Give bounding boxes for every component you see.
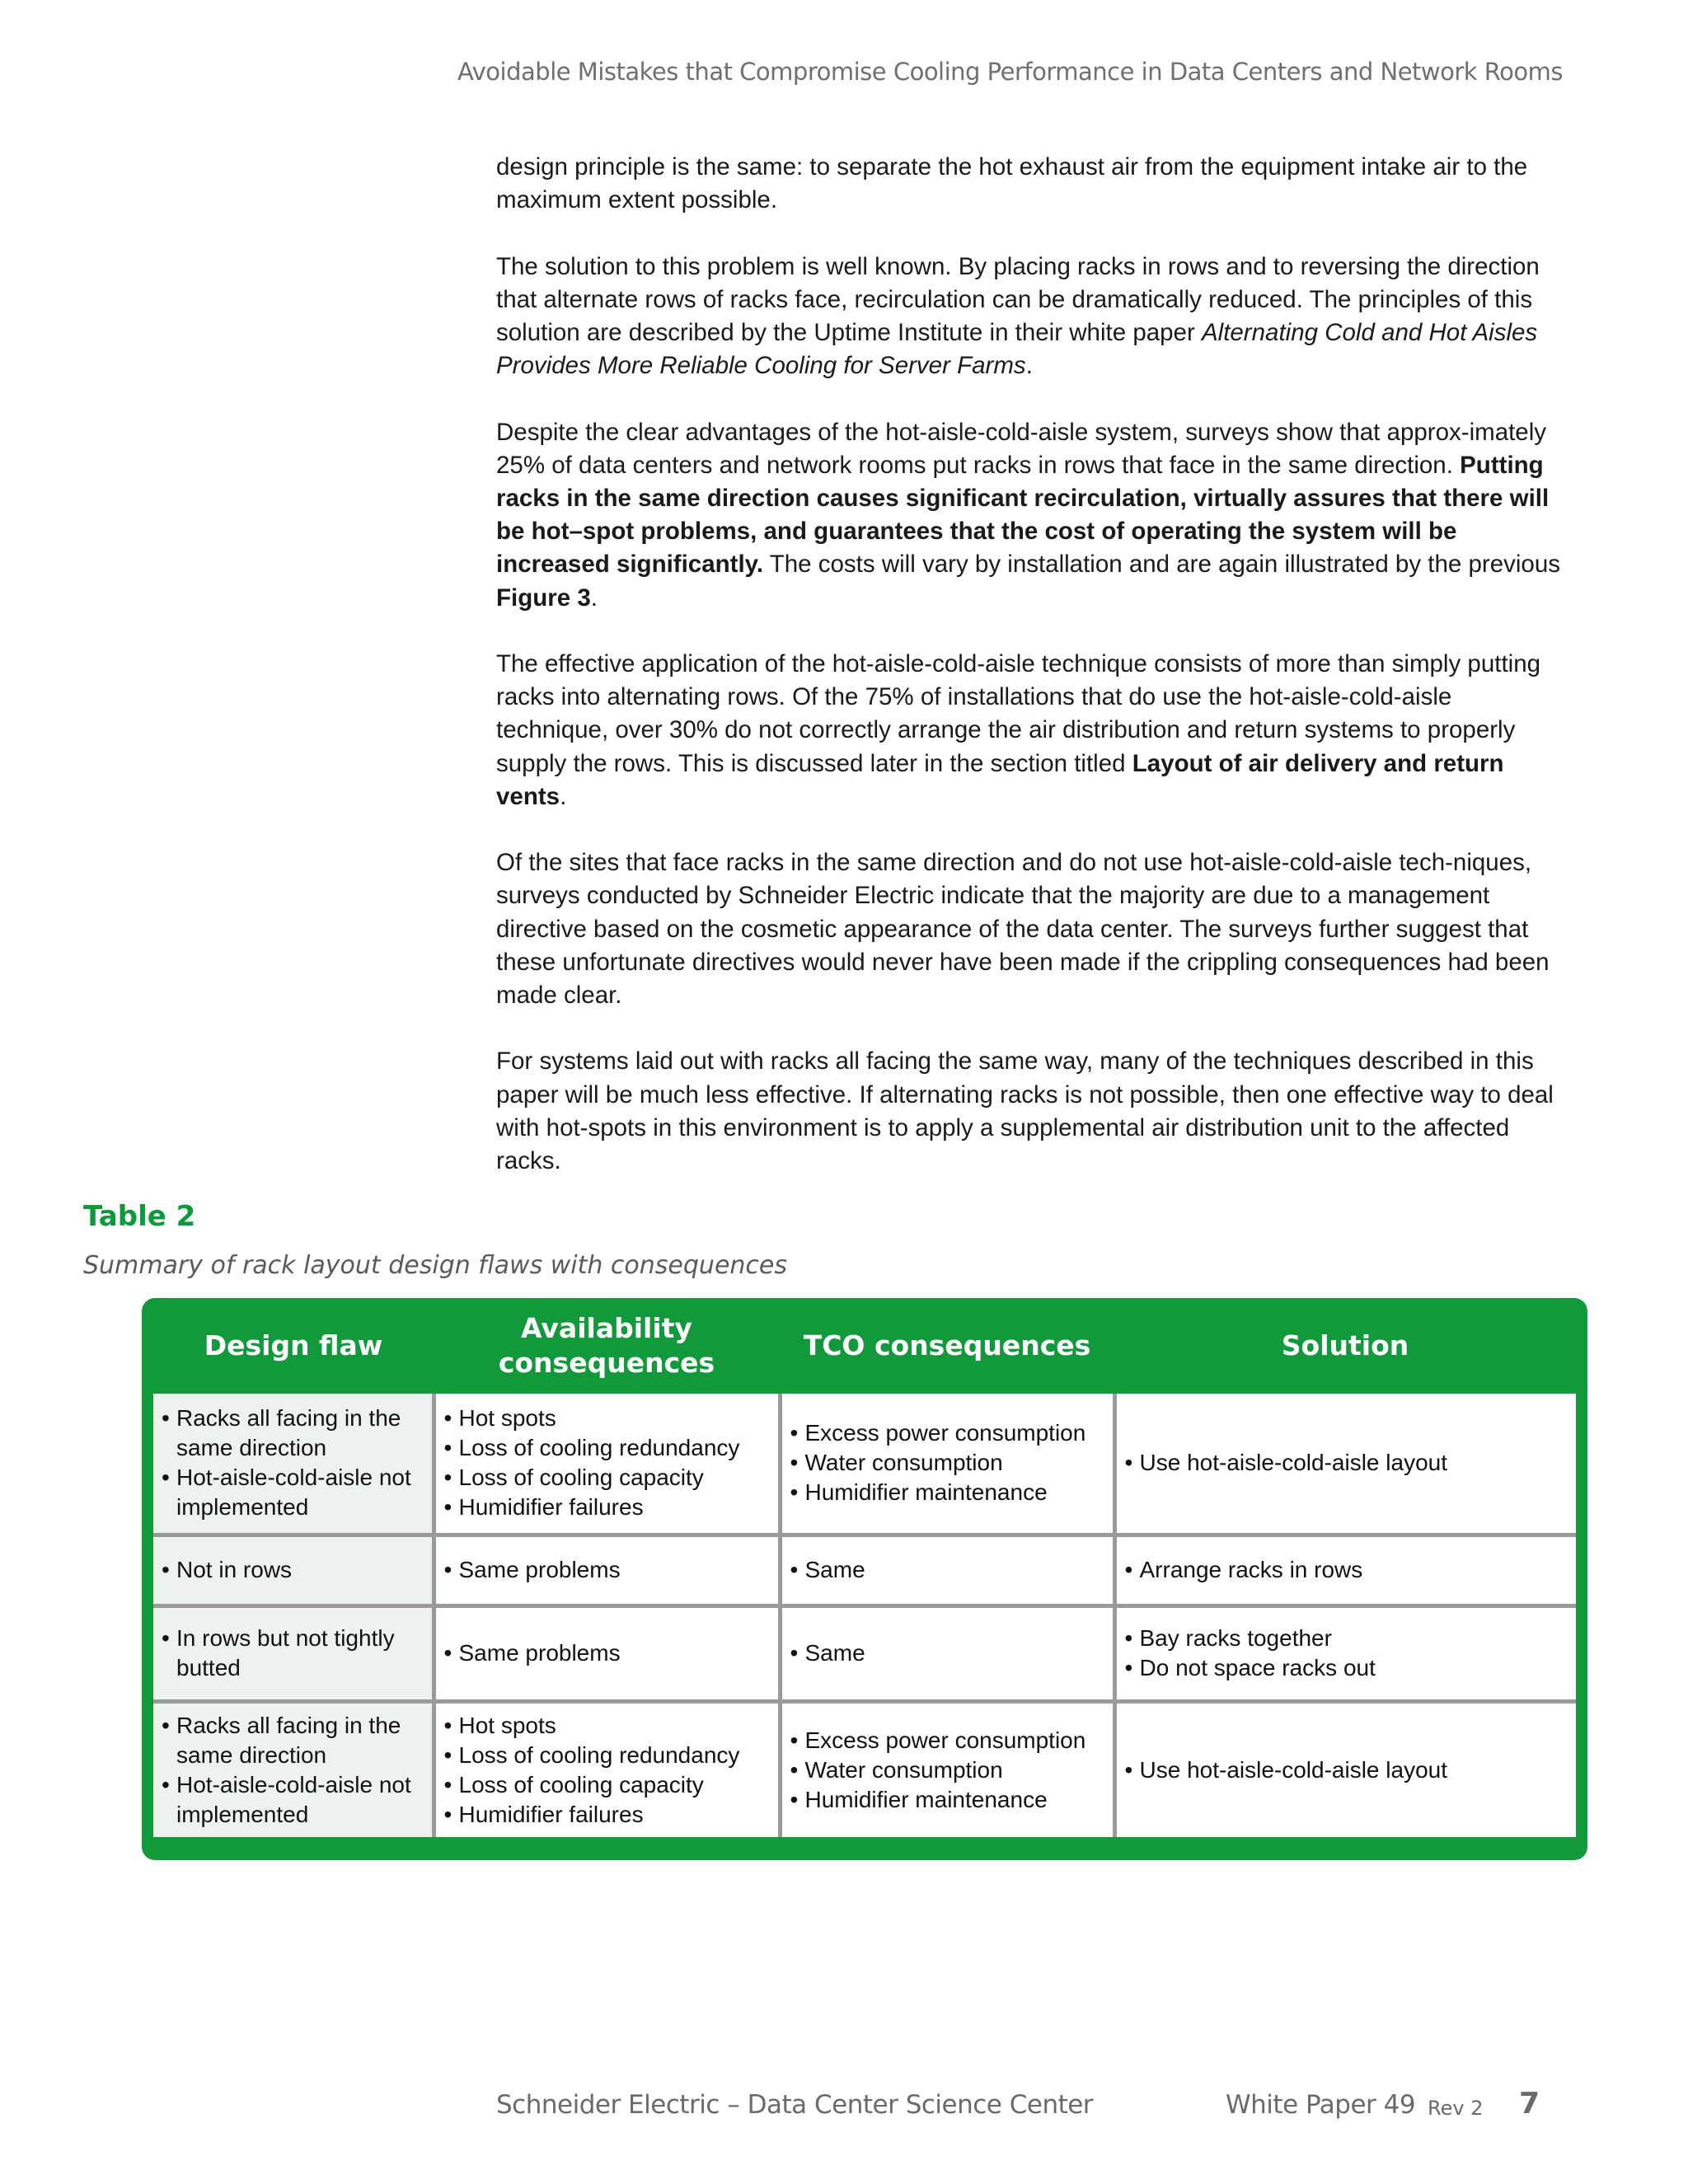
bullet-item: • Use hot-aisle-cold-aisle layout [1125, 1755, 1568, 1785]
table-cell [153, 1394, 434, 1535]
table-cell [1114, 1701, 1576, 1837]
bullet-item: • Hot-aisle-cold-aisle not implemented [162, 1463, 424, 1522]
table-cell [1114, 1605, 1576, 1701]
bullet-list [790, 1638, 1104, 1668]
bullet-item: • Excess power consumption [790, 1726, 1104, 1755]
column-header: Availability consequences [498, 1312, 715, 1379]
footer-revision: Rev 2 [1428, 2097, 1484, 2120]
text-run: Despite the clear advantages of the hot-aisle-cold-aisle system, surveys show that approx-imately 25% of data centers and network rooms put racks in rows that face in the same direction. [496, 418, 1547, 479]
bullet-item: • Loss of cooling capacity [444, 1463, 770, 1493]
table-cell [434, 1394, 780, 1535]
paragraph [496, 648, 1568, 813]
bullet-item: • Same problems [444, 1638, 770, 1668]
text-run: The effective application of the hot-aisle-cold-aisle technique consists of more than simply putting racks into alternating rows. Of the 75% of installations that do use the hot-aisle-cold-aisle technique, over 30% do not correctly arrange the air distribution and return systems to properly supply the rows. This is discussed later in the section titled [496, 650, 1541, 777]
bullet-item: • Hot-aisle-cold-aisle not implemented [162, 1770, 424, 1830]
bullet-list [444, 1711, 770, 1830]
bullet-item: • Loss of cooling capacity [444, 1770, 770, 1800]
bullet-list [162, 1555, 424, 1585]
table-cell [780, 1535, 1114, 1605]
italic-text: Alternating Cold and Hot Aisles Provides More Reliable Cooling for Server Farms [496, 319, 1538, 380]
bullet-item: • Water consumption [790, 1448, 1104, 1478]
bullet-item: • Loss of cooling redundancy [444, 1433, 770, 1463]
bold-text: Figure 3 [496, 583, 591, 612]
footer-paper-number: White Paper 49 [1226, 2090, 1416, 2120]
table-cell [153, 1535, 434, 1605]
bullet-list [1125, 1555, 1568, 1585]
bullet-list [162, 1404, 424, 1522]
bullet-list [162, 1624, 424, 1683]
table-cell [434, 1535, 780, 1605]
table-row [153, 1605, 1576, 1701]
bold-text: Putting racks in the same direction causes significant recirculation, virtually assures that there will be hot–spot problems, and guarantees that the cost of operating the system will be increased significantly. [496, 451, 1550, 579]
table-frame [142, 1298, 1587, 1860]
bullet-list [444, 1555, 770, 1585]
paragraph [496, 416, 1568, 615]
bullet-item: • Excess power consumption [790, 1418, 1104, 1448]
bullet-item: • Loss of cooling redundancy [444, 1741, 770, 1770]
column-header: TCO consequences [803, 1329, 1091, 1361]
text-run: For systems laid out with racks all facing the same way, many of the techniques described in this paper will be much less effective. If alternating racks is not possible, then one effective way to deal with hot-spots in this environment is to apply a supplemental air distribution unit to the affected racks. [496, 1047, 1554, 1175]
bullet-item: • Arrange racks in rows [1125, 1555, 1568, 1585]
paragraph [496, 251, 1568, 383]
bullet-list [790, 1726, 1104, 1815]
bullet-item: • Hot spots [444, 1711, 770, 1741]
paragraph [496, 151, 1568, 217]
bullet-list [444, 1404, 770, 1522]
table-row [153, 1701, 1576, 1837]
table-cell [434, 1605, 780, 1701]
bullet-list [162, 1711, 424, 1830]
bullet-list [1125, 1755, 1568, 1785]
bullet-list [1125, 1448, 1568, 1478]
text-run: . [590, 583, 598, 612]
bullet-item: • Use hot-aisle-cold-aisle layout [1125, 1448, 1568, 1478]
bullet-item: • Humidifier maintenance [790, 1478, 1104, 1507]
bullet-item: • Humidifier failures [444, 1493, 770, 1522]
bullet-item: • Humidifier failures [444, 1800, 770, 1830]
bullet-item: • Racks all facing in the same direction [162, 1711, 424, 1770]
bullet-item: • Not in rows [162, 1555, 424, 1585]
bullet-list [444, 1638, 770, 1668]
table-cell [780, 1605, 1114, 1701]
text-run: design principle is the same: to separate the hot exhaust air from the equipment intake air to the maximum extent possible. [496, 153, 1528, 214]
table-header-row [153, 1298, 1576, 1394]
footer-organization: Schneider Electric – Data Center Science Center [496, 2090, 1094, 2120]
bullet-item: • In rows but not tightly butted [162, 1624, 424, 1683]
table-cell [1114, 1535, 1576, 1605]
body-text [496, 151, 1568, 1211]
table-cell [153, 1701, 434, 1837]
text-run: Of the sites that face racks in the same direction and do not use hot-aisle-cold-aisle tech-niques, surveys conducted by Schneider Electric indicate that the majority are due to a management directive based on the cosmetic appearance of the data center. The surveys further suggest that these unfortunate directives would never have been made if the crippling consequences had been made clear. [496, 849, 1550, 1010]
table-label: Table 2 [83, 1200, 196, 1233]
paragraph [496, 1045, 1568, 1178]
bold-text: Layout of air delivery and return vents [496, 749, 1504, 810]
bullet-item: • Water consumption [790, 1755, 1104, 1785]
column-header: Design flaw [204, 1329, 383, 1361]
text-run: . [1025, 352, 1033, 380]
table-cell [153, 1605, 434, 1701]
running-header-title: Avoidable Mistakes that Compromise Cooling Performance in Data Centers and Network Rooms [457, 58, 1563, 86]
table-cell [1114, 1394, 1576, 1535]
bullet-item: • Same [790, 1638, 1104, 1668]
table-row [153, 1394, 1576, 1535]
bullet-item: • Racks all facing in the same direction [162, 1404, 424, 1463]
design-flaws-table [153, 1298, 1576, 1837]
text-run: The solution to this problem is well known. By placing racks in rows and to reversing the direction that alternate rows of racks face, recirculation can be dramatically reduced. The principles of this solution are described by the Uptime Institute in their white paper [496, 252, 1540, 346]
table-cell [780, 1701, 1114, 1837]
text-run: The costs will vary by installation and are again illustrated by the previous [763, 551, 1560, 579]
bullet-item: • Hot spots [444, 1404, 770, 1433]
paragraph [496, 846, 1568, 1012]
bullet-item: • Bay racks together [1125, 1624, 1568, 1653]
bullet-list [790, 1418, 1104, 1507]
bullet-list [790, 1555, 1104, 1585]
table-row [153, 1535, 1576, 1605]
bullet-item: • Same problems [444, 1555, 770, 1585]
table-cell [434, 1701, 780, 1837]
bullet-list [1125, 1624, 1568, 1683]
text-run: . [560, 782, 567, 810]
bullet-item: • Do not space racks out [1125, 1653, 1568, 1683]
table-body [153, 1394, 1576, 1837]
table-caption: Summary of rack layout design flaws with consequences [83, 1251, 787, 1280]
column-header: Solution [1281, 1329, 1409, 1361]
bullet-item: • Same [790, 1555, 1104, 1585]
table-cell [780, 1394, 1114, 1535]
page-number: 7 [1519, 2087, 1540, 2121]
bullet-item: • Humidifier maintenance [790, 1785, 1104, 1815]
